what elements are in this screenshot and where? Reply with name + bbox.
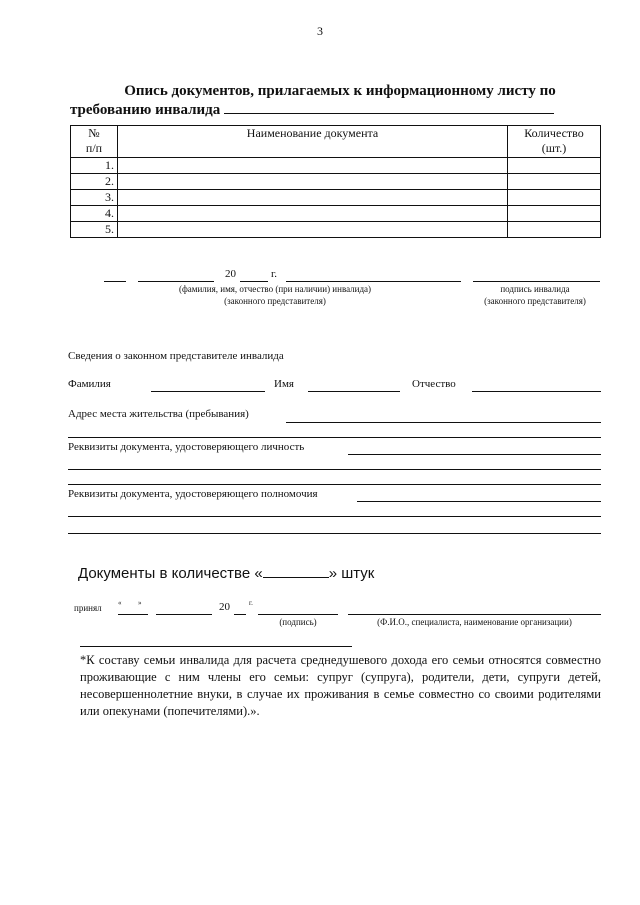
row-number: 4.	[71, 206, 118, 222]
table-row	[71, 174, 601, 190]
sign-caption: подпись инвалида	[500, 284, 570, 294]
documents-table	[70, 125, 601, 238]
header-number-line2: п/п	[85, 141, 103, 155]
title-blank-field[interactable]	[224, 113, 554, 114]
header-number-line1: №	[88, 126, 100, 140]
quote-close: »	[138, 599, 142, 607]
header-quantity	[508, 126, 601, 158]
table-row	[71, 190, 601, 206]
row-document-cell[interactable]	[118, 206, 508, 222]
receipt-specialist-blank[interactable]	[348, 614, 601, 615]
receipt-signature-blank[interactable]	[258, 614, 338, 615]
documents-count-line	[78, 565, 374, 582]
row-quantity-cell[interactable]	[508, 190, 601, 206]
row-document-cell[interactable]	[118, 174, 508, 190]
authority-doc-field-line2[interactable]	[68, 516, 601, 517]
row-number: 3.	[71, 190, 118, 206]
title-line-1: Опись документов, прилагаемых к информационному листу по	[124, 83, 556, 99]
patronymic-field[interactable]	[472, 391, 601, 392]
row-number: 1.	[71, 158, 118, 174]
row-number: 2.	[71, 174, 118, 190]
documents-count-post: » штук	[328, 565, 375, 582]
page-number: 3	[317, 24, 323, 38]
title-line-2: требованию инвалида	[70, 102, 221, 118]
authority-doc-field-line3[interactable]	[68, 533, 601, 534]
month-blank[interactable]	[138, 281, 214, 282]
signature-blank[interactable]	[473, 281, 600, 282]
receipt-year-suffix: г.	[249, 599, 253, 607]
quote-open: «	[118, 599, 122, 607]
row-quantity-cell[interactable]	[508, 158, 601, 174]
row-document-cell[interactable]	[118, 190, 508, 206]
row-document-cell[interactable]	[118, 158, 508, 174]
id-doc-field[interactable]	[348, 454, 601, 455]
table-header-row	[71, 126, 601, 158]
fio-caption: (фамилия, имя, отчество (при наличии) инвалида)	[178, 284, 372, 294]
fio-blank[interactable]	[286, 281, 461, 282]
authority-doc-label: Реквизиты документа, удостоверяющего полномочия	[68, 488, 318, 500]
row-quantity-cell[interactable]	[508, 174, 601, 190]
id-doc-field-line3[interactable]	[68, 484, 601, 485]
row-document-cell[interactable]	[118, 222, 508, 238]
row-quantity-cell[interactable]	[508, 206, 601, 222]
accepted-label: принял	[74, 603, 102, 613]
address-field-line2[interactable]	[68, 437, 601, 438]
header-quantity-line1: Количество	[524, 126, 584, 140]
name-label: Имя	[274, 378, 294, 390]
row-number: 5.	[71, 222, 118, 238]
authority-doc-field[interactable]	[357, 501, 601, 502]
surname-field[interactable]	[151, 391, 265, 392]
document-title	[70, 82, 590, 120]
rep-caption: (законного представителя)	[224, 296, 326, 306]
row-quantity-cell[interactable]	[508, 222, 601, 238]
id-doc-field-line2[interactable]	[68, 469, 601, 470]
header-number	[71, 126, 118, 158]
receipt-year-prefix: 20	[219, 601, 230, 613]
name-field[interactable]	[308, 391, 400, 392]
receipt-specialist-caption: (Ф.И.О., специалиста, наименование организации)	[377, 617, 572, 627]
receipt-sign-caption: (подпись)	[279, 617, 317, 627]
footnote-separator	[80, 646, 352, 647]
receipt-day-blank[interactable]	[118, 614, 148, 615]
year-prefix: 20	[225, 268, 236, 280]
header-quantity-line2: (шт.)	[541, 141, 567, 155]
address-label: Адрес места жительства (пребывания)	[68, 408, 249, 420]
year-suffix: г.	[271, 268, 278, 280]
receipt-month-blank[interactable]	[156, 614, 212, 615]
receipt-year-blank[interactable]	[234, 614, 246, 615]
sign-rep-caption: (законного представителя)	[484, 296, 586, 306]
id-doc-label: Реквизиты документа, удостоверяющего личность	[68, 441, 305, 453]
documents-count-pre: Документы в количестве «	[78, 565, 263, 582]
patronymic-label: Отчество	[412, 378, 456, 390]
address-field[interactable]	[286, 422, 601, 423]
day-blank[interactable]	[104, 281, 126, 282]
documents-count-field[interactable]	[263, 577, 329, 578]
representative-heading: Сведения о законном представителе инвалида	[68, 350, 284, 362]
table-row	[71, 206, 601, 222]
table-row	[71, 158, 601, 174]
header-document-name: Наименование документа	[118, 126, 508, 158]
table-row	[71, 222, 601, 238]
surname-label: Фамилия	[68, 378, 111, 390]
year-blank[interactable]	[240, 281, 268, 282]
footnote: *К составу семьи инвалида для расчета среднедушевого дохода его семьи относятся совместно проживающие с ним члены его семьи: супруг (супруга), родители, дети, супруги детей, несовершеннолетние внуки, в случае их проживания в семье совместно со своими родителями или опекунами (попечителями).».	[80, 653, 601, 718]
